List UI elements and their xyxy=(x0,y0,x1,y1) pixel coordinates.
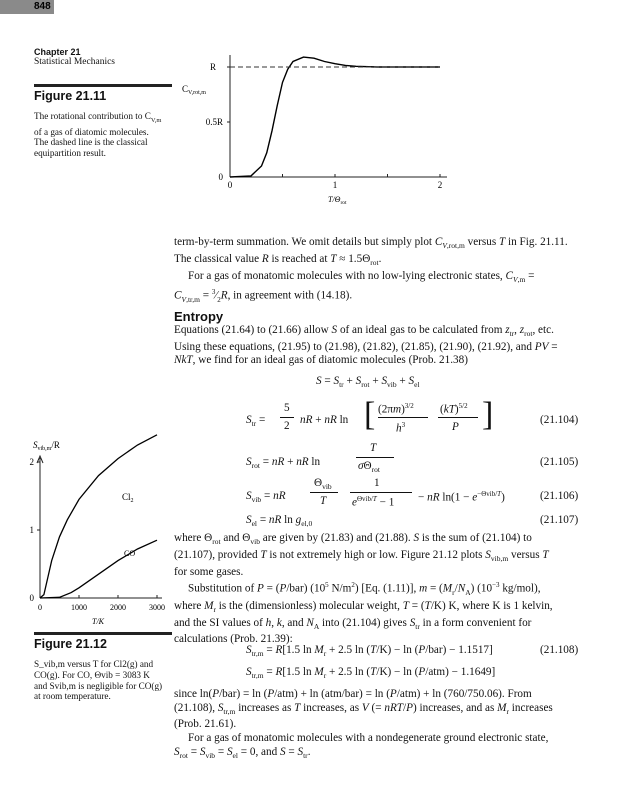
equation-number: (21.106) xyxy=(540,490,579,502)
x-tick-label: 3000 xyxy=(149,603,165,612)
equation-S-sum: $S = S_{tr} + S_{rot} + S_{vib} + S_{el}$ xyxy=(316,375,420,390)
series-line-co xyxy=(40,540,157,598)
x-tick-label: 2 xyxy=(437,180,443,190)
figure-rule xyxy=(34,84,172,87)
equation-S-tr-atm: $S_{tr,m} = R[1.5$ $\ln M_r + 2.5$ ln (T/K) − ln (P/atm) − 1.1649] xyxy=(246,666,496,681)
series-line-cv-rot xyxy=(230,57,440,177)
x-tick-label: 1 xyxy=(332,180,338,190)
section-heading-entropy: Entropy xyxy=(174,309,224,324)
paragraph-block-4: since ln(P/bar) = ln (P/atm) + ln (atm/bar) = ln (P/atm) + ln (760/750.06). From (21.108), $S_{tr,m}$ increases as T increases, as V (= nRT/P) increases, and as $M_r$ increases (Prob. 21.61). For a gas of monatomic molecules with a nondegenerate ground electronic state, $S_{rot} = S_{vib} = S_{el} = 0$, and $S = S_{tr}$. xyxy=(174,688,553,760)
equation-number: (21.108) xyxy=(540,644,579,656)
x-tick-label: 2000 xyxy=(110,603,126,612)
chapter-label: Chapter 21 xyxy=(34,47,81,57)
series-label-co: CO xyxy=(124,549,136,558)
equation-number: (21.105) xyxy=(540,456,579,468)
figure-21-11-chart xyxy=(175,50,465,215)
paragraph-block-1: term-by-term summation. We omit details but simply plot $C_{V,rot,m}$ versus T in Fig. 21.11. The classical value R is reached at $T \approx 1.5\Theta_{rot}$. For a gas of monatomic molecules with no low-lying electronic states, $C_{V,m}$ = $C_{V,tr,m}$ = $^3⁄_2R$, in agreement with (14.18). xyxy=(174,236,568,305)
y-tick-label: 0 xyxy=(218,172,223,182)
equation-number: (21.107) xyxy=(540,514,579,526)
figure-caption: S_vib,m versus T for Cl2(g) and CO(g). For CO, Θvib = 3083 K and Svib,m is negligible for CO(g) at room temperature. xyxy=(34,659,163,702)
page-number: 848 xyxy=(0,0,54,14)
xlabel: T/K xyxy=(92,617,105,626)
figure-rule xyxy=(34,632,172,635)
y-tick-label: 0.5R xyxy=(205,117,223,127)
series-label-cl2: $Cl_2$ xyxy=(122,492,134,504)
chapter-title: Statistical Mechanics xyxy=(34,57,115,67)
ylabel: $C_{V,rot,m}$ xyxy=(182,84,206,96)
x-tick-label: 1000 xyxy=(71,603,87,612)
x-tick-label: 0 xyxy=(227,180,233,190)
equation-S-el: $S_{el}$ = nR $\ln g_{el,0}$ xyxy=(246,514,313,529)
xlabel: $T/\Theta_{rot}$ xyxy=(328,195,347,206)
figure-title: Figure 21.11 xyxy=(34,89,107,103)
figure-21-12-chart xyxy=(30,430,180,645)
y-tick-label: 1 xyxy=(29,525,34,535)
x-tick-label: 0 xyxy=(38,603,42,612)
paragraph-block-3: where $\Theta_{rot}$ and $\Theta_{vib}$ are given by (21.83) and (21.88). S is the sum of (21.104) to (21.107), provided T is not extremely high or low. Figure 21.12 plots $S_{vib,m}$ versus T for some gases. Substitution of P = (P/bar) ($10^5$ $N/m^2$) [Eq. (1.11)], $m = (M_r/N_A)$ ($10^{-3}$ kg/mol), where $M_r$ is the (dimensionless) molecular weight, T = (T/K) K, where K is 1 kelvin, and the SI values of h, k, and $N_A$ into (21.104) gives $S_{tr}$ in a form convenient for calculations (Prob. 21.39): xyxy=(174,532,553,646)
y-tick-label: 0 xyxy=(29,593,34,603)
equation-number: (21.104) xyxy=(540,414,579,426)
equation-S-tr-bar: $S_{tr,m} = R[1.5$ $\ln M_r + 2.5$ ln (T/K) − ln (P/bar) − 1.1517] xyxy=(246,644,493,659)
ylabel: $S_{vib,m}/R$ xyxy=(33,440,60,452)
paragraph-block-2: Equations (21.64) to (21.66) allow S of an ideal gas to be calculated from $z_{tr}$, $z_{rot}$, etc. Using these equations, (21.95) to (21.98), (21.82), (21.85), (21.90), (21.92), and PV = NkT, we find for an ideal gas of diatomic molecules (Prob. 21.38) xyxy=(174,324,558,367)
y-tick-label: R xyxy=(209,62,216,72)
figure-title: Figure 21.12 xyxy=(34,637,107,651)
y-tick-label: 2 xyxy=(29,457,34,467)
figure-caption: The rotational contribution to $C_{V,m}$ of a gas of diatomic molecules. The dashed line is the classical equipartition result. xyxy=(34,111,162,159)
